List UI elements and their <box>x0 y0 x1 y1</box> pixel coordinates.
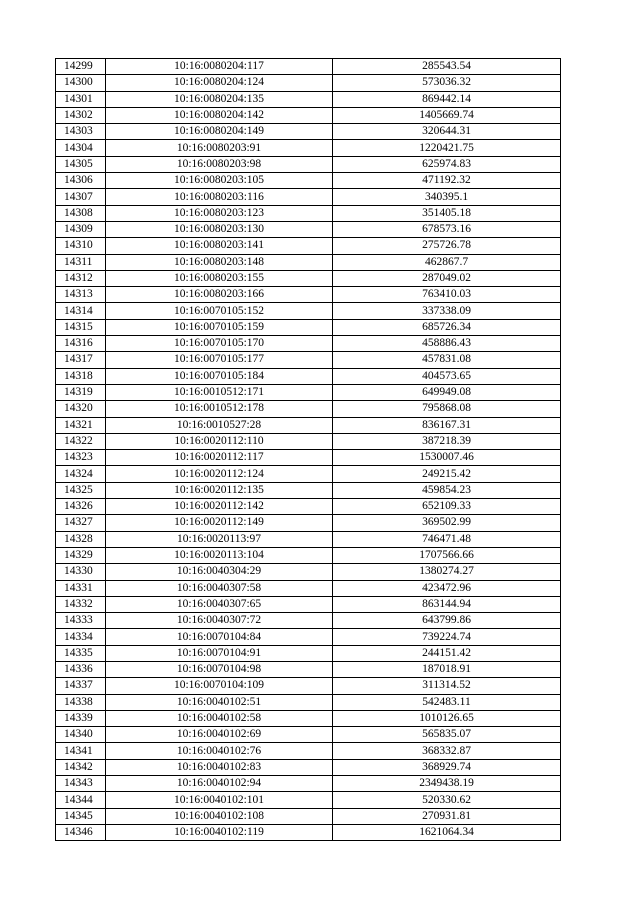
row-code-cell: 10:16:0040102:119 <box>106 824 333 840</box>
row-amount-cell: 270931.81 <box>333 808 561 824</box>
table-row <box>56 499 561 515</box>
row-amount-cell: 369502.99 <box>333 515 561 531</box>
row-amount-cell: 471192.32 <box>333 173 561 189</box>
table-row <box>56 59 561 75</box>
table-row <box>56 433 561 449</box>
row-code-cell: 10:16:0020113:104 <box>106 547 333 563</box>
row-amount-cell: 643799.86 <box>333 613 561 629</box>
table-row <box>56 678 561 694</box>
row-code-cell: 10:16:0040102:101 <box>106 792 333 808</box>
row-code-cell: 10:16:0070104:109 <box>106 678 333 694</box>
row-id-cell: 14314 <box>56 303 106 319</box>
row-id-cell: 14322 <box>56 433 106 449</box>
row-code-cell: 10:16:0040102:83 <box>106 759 333 775</box>
table-row <box>56 727 561 743</box>
row-id-cell: 14327 <box>56 515 106 531</box>
row-code-cell: 10:16:0020112:117 <box>106 450 333 466</box>
row-id-cell: 14338 <box>56 694 106 710</box>
row-code-cell: 10:16:0080203:141 <box>106 238 333 254</box>
row-amount-cell: 404573.65 <box>333 368 561 384</box>
table-row <box>56 759 561 775</box>
row-amount-cell: 368929.74 <box>333 759 561 775</box>
row-id-cell: 14303 <box>56 124 106 140</box>
row-code-cell: 10:16:0040102:76 <box>106 743 333 759</box>
row-id-cell: 14325 <box>56 482 106 498</box>
row-id-cell: 14316 <box>56 336 106 352</box>
row-code-cell: 10:16:0080203:98 <box>106 156 333 172</box>
row-amount-cell: 649949.08 <box>333 384 561 400</box>
row-code-cell: 10:16:0070105:177 <box>106 352 333 368</box>
row-amount-cell: 311314.52 <box>333 678 561 694</box>
row-code-cell: 10:16:0040102:108 <box>106 808 333 824</box>
row-code-cell: 10:16:0020113:97 <box>106 531 333 547</box>
row-id-cell: 14333 <box>56 613 106 629</box>
row-amount-cell: 337338.09 <box>333 303 561 319</box>
table-row <box>56 531 561 547</box>
row-amount-cell: 1220421.75 <box>333 140 561 156</box>
row-code-cell: 10:16:0020112:135 <box>106 482 333 498</box>
table-row <box>56 91 561 107</box>
row-code-cell: 10:16:0040307:72 <box>106 613 333 629</box>
row-code-cell: 10:16:0080204:124 <box>106 75 333 91</box>
row-amount-cell: 763410.03 <box>333 287 561 303</box>
row-amount-cell: 287049.02 <box>333 270 561 286</box>
row-code-cell: 10:16:0080203:166 <box>106 287 333 303</box>
table-row <box>56 270 561 286</box>
row-id-cell: 14330 <box>56 564 106 580</box>
row-amount-cell: 573036.32 <box>333 75 561 91</box>
table-body <box>56 59 561 841</box>
row-code-cell: 10:16:0020112:142 <box>106 499 333 515</box>
row-code-cell: 10:16:0070105:159 <box>106 319 333 335</box>
table-row <box>56 336 561 352</box>
row-id-cell: 14317 <box>56 352 106 368</box>
row-code-cell: 10:16:0080203:105 <box>106 173 333 189</box>
table-row <box>56 743 561 759</box>
row-amount-cell: 351405.18 <box>333 205 561 221</box>
row-id-cell: 14309 <box>56 221 106 237</box>
row-code-cell: 10:16:0040102:58 <box>106 710 333 726</box>
row-amount-cell: 458886.43 <box>333 336 561 352</box>
row-amount-cell: 746471.48 <box>333 531 561 547</box>
row-code-cell: 10:16:0070105:152 <box>106 303 333 319</box>
row-id-cell: 14304 <box>56 140 106 156</box>
table-row <box>56 776 561 792</box>
row-amount-cell: 625974.83 <box>333 156 561 172</box>
row-amount-cell: 340395.1 <box>333 189 561 205</box>
row-id-cell: 14326 <box>56 499 106 515</box>
table-row <box>56 352 561 368</box>
row-amount-cell: 423472.96 <box>333 580 561 596</box>
row-code-cell: 10:16:0080204:117 <box>106 59 333 75</box>
table-row <box>56 564 561 580</box>
row-id-cell: 14311 <box>56 254 106 270</box>
row-amount-cell: 275726.78 <box>333 238 561 254</box>
row-id-cell: 14310 <box>56 238 106 254</box>
row-id-cell: 14345 <box>56 808 106 824</box>
row-id-cell: 14329 <box>56 547 106 563</box>
row-id-cell: 14302 <box>56 107 106 123</box>
row-amount-cell: 836167.31 <box>333 417 561 433</box>
row-amount-cell: 565835.07 <box>333 727 561 743</box>
row-id-cell: 14336 <box>56 661 106 677</box>
table-row <box>56 319 561 335</box>
row-amount-cell: 249215.42 <box>333 466 561 482</box>
row-amount-cell: 2349438.19 <box>333 776 561 792</box>
row-amount-cell: 285543.54 <box>333 59 561 75</box>
row-code-cell: 10:16:0040304:29 <box>106 564 333 580</box>
row-code-cell: 10:16:0040307:58 <box>106 580 333 596</box>
row-id-cell: 14305 <box>56 156 106 172</box>
row-amount-cell: 1010126.65 <box>333 710 561 726</box>
row-amount-cell: 1405669.74 <box>333 107 561 123</box>
table-row <box>56 75 561 91</box>
row-code-cell: 10:16:0080203:130 <box>106 221 333 237</box>
row-code-cell: 10:16:0080203:155 <box>106 270 333 286</box>
row-amount-cell: 1621064.34 <box>333 824 561 840</box>
table-row <box>56 515 561 531</box>
row-id-cell: 14319 <box>56 384 106 400</box>
row-id-cell: 14320 <box>56 401 106 417</box>
table-row <box>56 596 561 612</box>
row-id-cell: 14318 <box>56 368 106 384</box>
row-id-cell: 14342 <box>56 759 106 775</box>
row-id-cell: 14299 <box>56 59 106 75</box>
table-row <box>56 238 561 254</box>
row-code-cell: 10:16:0010512:178 <box>106 401 333 417</box>
table-row <box>56 254 561 270</box>
table-row <box>56 808 561 824</box>
table-row <box>56 824 561 840</box>
row-id-cell: 14315 <box>56 319 106 335</box>
row-id-cell: 14324 <box>56 466 106 482</box>
row-code-cell: 10:16:0010527:28 <box>106 417 333 433</box>
table-row <box>56 710 561 726</box>
row-code-cell: 10:16:0080203:91 <box>106 140 333 156</box>
row-code-cell: 10:16:0040307:65 <box>106 596 333 612</box>
table-row <box>56 384 561 400</box>
row-id-cell: 14300 <box>56 75 106 91</box>
row-code-cell: 10:16:0070104:84 <box>106 629 333 645</box>
table-row <box>56 450 561 466</box>
row-id-cell: 14346 <box>56 824 106 840</box>
row-code-cell: 10:16:0040102:51 <box>106 694 333 710</box>
table-row <box>56 107 561 123</box>
row-code-cell: 10:16:0080203:116 <box>106 189 333 205</box>
row-amount-cell: 1530007.46 <box>333 450 561 466</box>
table-row <box>56 547 561 563</box>
row-code-cell: 10:16:0070104:98 <box>106 661 333 677</box>
row-amount-cell: 652109.33 <box>333 499 561 515</box>
row-amount-cell: 368332.87 <box>333 743 561 759</box>
table-row <box>56 368 561 384</box>
row-amount-cell: 795868.08 <box>333 401 561 417</box>
row-code-cell: 10:16:0070105:170 <box>106 336 333 352</box>
row-amount-cell: 387218.39 <box>333 433 561 449</box>
data-table <box>55 58 561 841</box>
table-row <box>56 189 561 205</box>
row-amount-cell: 739224.74 <box>333 629 561 645</box>
table-row <box>56 140 561 156</box>
row-code-cell: 10:16:0040102:94 <box>106 776 333 792</box>
row-id-cell: 14344 <box>56 792 106 808</box>
row-id-cell: 14343 <box>56 776 106 792</box>
row-id-cell: 14341 <box>56 743 106 759</box>
row-id-cell: 14308 <box>56 205 106 221</box>
row-id-cell: 14312 <box>56 270 106 286</box>
row-id-cell: 14328 <box>56 531 106 547</box>
table-row <box>56 221 561 237</box>
row-amount-cell: 542483.11 <box>333 694 561 710</box>
table-row <box>56 645 561 661</box>
row-amount-cell: 863144.94 <box>333 596 561 612</box>
table-row <box>56 124 561 140</box>
row-code-cell: 10:16:0020112:110 <box>106 433 333 449</box>
row-id-cell: 14321 <box>56 417 106 433</box>
row-id-cell: 14339 <box>56 710 106 726</box>
row-id-cell: 14340 <box>56 727 106 743</box>
row-id-cell: 14313 <box>56 287 106 303</box>
row-id-cell: 14301 <box>56 91 106 107</box>
row-code-cell: 10:16:0080203:123 <box>106 205 333 221</box>
table-row <box>56 303 561 319</box>
row-amount-cell: 1380274.27 <box>333 564 561 580</box>
row-code-cell: 10:16:0070105:184 <box>106 368 333 384</box>
row-code-cell: 10:16:0080204:142 <box>106 107 333 123</box>
row-amount-cell: 1707566.66 <box>333 547 561 563</box>
row-id-cell: 14335 <box>56 645 106 661</box>
row-code-cell: 10:16:0020112:149 <box>106 515 333 531</box>
table-row <box>56 580 561 596</box>
row-code-cell: 10:16:0040102:69 <box>106 727 333 743</box>
row-amount-cell: 187018.91 <box>333 661 561 677</box>
row-id-cell: 14307 <box>56 189 106 205</box>
table-row <box>56 466 561 482</box>
row-code-cell: 10:16:0070104:91 <box>106 645 333 661</box>
table-row <box>56 401 561 417</box>
row-code-cell: 10:16:0080204:149 <box>106 124 333 140</box>
table-row <box>56 694 561 710</box>
table-row <box>56 792 561 808</box>
table-row <box>56 629 561 645</box>
table-row <box>56 173 561 189</box>
table-row <box>56 661 561 677</box>
row-id-cell: 14337 <box>56 678 106 694</box>
row-id-cell: 14323 <box>56 450 106 466</box>
row-id-cell: 14306 <box>56 173 106 189</box>
row-amount-cell: 457831.08 <box>333 352 561 368</box>
row-amount-cell: 320644.31 <box>333 124 561 140</box>
row-code-cell: 10:16:0080203:148 <box>106 254 333 270</box>
table-row <box>56 482 561 498</box>
row-code-cell: 10:16:0020112:124 <box>106 466 333 482</box>
row-amount-cell: 520330.62 <box>333 792 561 808</box>
row-amount-cell: 685726.34 <box>333 319 561 335</box>
row-id-cell: 14331 <box>56 580 106 596</box>
table-row <box>56 156 561 172</box>
row-code-cell: 10:16:0010512:171 <box>106 384 333 400</box>
row-amount-cell: 869442.14 <box>333 91 561 107</box>
row-code-cell: 10:16:0080204:135 <box>106 91 333 107</box>
table-row <box>56 205 561 221</box>
table-row <box>56 417 561 433</box>
row-amount-cell: 462867.7 <box>333 254 561 270</box>
row-amount-cell: 244151.42 <box>333 645 561 661</box>
row-amount-cell: 459854.23 <box>333 482 561 498</box>
row-amount-cell: 678573.16 <box>333 221 561 237</box>
row-id-cell: 14332 <box>56 596 106 612</box>
table-row <box>56 613 561 629</box>
table-row <box>56 287 561 303</box>
row-id-cell: 14334 <box>56 629 106 645</box>
